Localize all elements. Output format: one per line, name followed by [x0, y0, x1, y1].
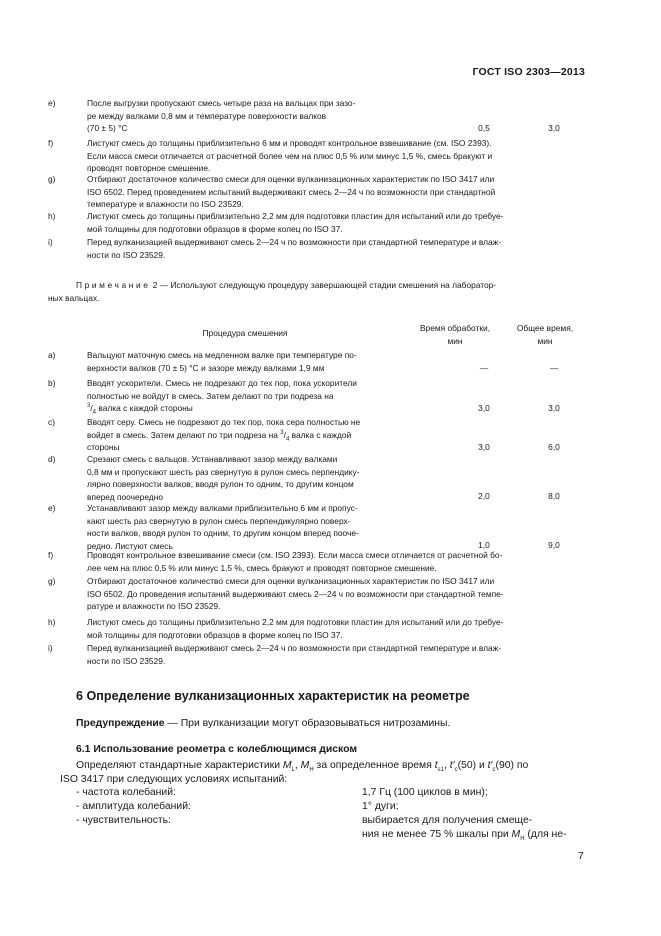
intro-line: Определяют стандартные характеристики $M_L$, $M_H$ за определенное время $t_{s1}$, $t'_c(50)$ и $t'_c(90)$ по [76, 760, 529, 774]
condition-value-continued [362, 828, 567, 842]
text-line: Вальцуют маточную смесь на медленном валке при температуре по- [87, 350, 357, 360]
total-value: 3,0 [548, 123, 560, 133]
item-letter: c) [48, 417, 55, 427]
intro-paragraph [60, 759, 584, 786]
symbol: t′ [449, 760, 455, 771]
text-line: Перед вулканизацией выдерживают смесь 2—24 ч по возможности при стандартной температуре и влаж- [87, 643, 502, 653]
total-value: 9,0 [548, 540, 560, 550]
text-fragment: войдет в смесь. Затем делают по три подреза на [87, 429, 278, 440]
text-fragment: (50) и [457, 760, 488, 771]
symbol-subscript: c [454, 767, 458, 774]
text-fragment: валка с каждой [291, 429, 352, 440]
intro-line: ISO 3417 при следующих условиях испытаний: [60, 773, 288, 785]
symbol-subscript: c [492, 767, 496, 774]
symbol: t [434, 760, 438, 771]
item-text [87, 549, 585, 574]
document-id: ГОСТ ISO 2303—2013 [472, 66, 585, 78]
fraction: $^3/_4$ [280, 429, 290, 443]
condition-label: - частота колебаний: [76, 787, 176, 798]
text-line: лее чем на плюс 0,5 % или минус 1,5 %, смесь бракуют и проводят повторное смешение. [87, 562, 437, 573]
warning-paragraph [76, 717, 450, 731]
total-value: 8,0 [548, 491, 560, 501]
text-line: лярно поверхности валков, вводя рулон то одним, то другим концом [87, 479, 354, 490]
page-number: 7 [578, 851, 584, 862]
list-item [40, 97, 585, 135]
column-time-unit: мин [447, 335, 463, 346]
item-text [87, 416, 427, 454]
text-line: ности по ISO 23529. [87, 655, 166, 666]
warning-text: — При вулканизации могут образовываться нитрозамины. [164, 718, 451, 729]
text-line: ности по ISO 23529. [87, 249, 166, 260]
column-total [502, 322, 588, 347]
item-letter: g) [48, 576, 56, 586]
text-line: полностью не войдут в смесь. Затем делают по три подреза на [87, 390, 334, 401]
time-value: 0,5 [478, 123, 490, 133]
note-label: Примечание [76, 280, 151, 290]
text-line: ности валков, вводя рулон то одним, то другим концом вперед пооче- [87, 528, 359, 539]
warning-label: Предупреждение [76, 718, 165, 729]
text-line: мой толщины для подготовки образцов в форме колец по ISO 37. [87, 629, 343, 640]
item-text [87, 236, 585, 261]
text-line: Если масса смеси отличается от расчетной более чем на плюс 0,5 % или минус 1,5 %, смесь бракуют и [87, 150, 493, 161]
symbol-subscript: s1 [437, 767, 444, 774]
item-text [87, 642, 585, 667]
text-line: проводят повторное смешение. [87, 163, 211, 174]
symbol: M [511, 829, 521, 840]
item-letter: f) [48, 550, 54, 560]
condition-value: выбирается для получения смеще- [362, 815, 533, 826]
item-letter: d) [48, 454, 56, 464]
text-line: мой толщины для подготовки образцов в форме колец по ISO 37. [87, 223, 343, 234]
section-title: 6 Определение вулканизационных характеристик на реометре [76, 689, 470, 703]
item-text [87, 453, 427, 503]
text-line: стороны [87, 442, 120, 453]
item-letter: i) [48, 643, 53, 653]
column-total-unit: мин [537, 335, 553, 346]
text-line: После выгрузки пропускают смесь четыре раза на вальцах при зазо- [87, 98, 356, 108]
text-line [87, 429, 427, 442]
text-line [87, 402, 427, 415]
condition-value: 1° дуги; [362, 801, 399, 812]
item-text [87, 137, 585, 175]
fraction: $^3/_4$ [87, 403, 97, 416]
column-total-line: Общее время, [516, 323, 574, 333]
text-line: ре между валками 0,8 мм и температуре поверхности валков [87, 110, 327, 121]
text-fragment: валка с каждой стороны [98, 403, 193, 414]
text-line: ISO 6502. Перед проведением испытаний выдерживают смесь 2—24 ч по возможности при стандартной [87, 186, 496, 197]
text-fragment: за определенное время [313, 760, 435, 771]
total-value: 3,0 [548, 403, 560, 413]
item-letter: e) [48, 98, 56, 108]
text-line: Устанавливают зазор между валками приблизительно 6 мм и пропус- [87, 503, 358, 513]
subsection-title: 6.1 Использование реометра с колеблющимся диском [76, 744, 358, 755]
text-line: 0,8 мм и пропускают шесть раз свернутую в рулон смесь перпендику- [87, 466, 360, 477]
item-letter: h) [48, 211, 56, 221]
text-line: Проводят контрольное взвешивание смеси (см. ISO 2393). Если масса смеси отличается от расчетной бо- [87, 550, 503, 560]
total-value: — [549, 363, 559, 373]
item-text [87, 377, 427, 415]
symbol: M [300, 760, 310, 771]
item-text [87, 502, 427, 552]
text-line: (70 ± 5) °C [87, 123, 128, 134]
item-text [87, 616, 585, 641]
time-value: — [479, 363, 489, 373]
item-letter: a) [48, 350, 56, 360]
item-letter: e) [48, 503, 56, 513]
symbol: t′ [487, 760, 493, 771]
item-text [87, 173, 585, 211]
symbol-subscript: H [520, 836, 525, 843]
text-fragment: (для не- [524, 829, 567, 840]
symbol: M [282, 760, 292, 771]
text-line: ISO 6502. До проведения испытаний выдерживают смесь 2—24 ч по возможности при стандартной темпе- [87, 588, 504, 599]
item-letter: h) [48, 617, 56, 627]
item-text [87, 349, 427, 374]
time-value: 3,0 [478, 442, 490, 452]
item-letter: f) [48, 138, 54, 148]
text-line: ратуре и влажности по ISO 23529. [87, 601, 221, 612]
text-line: Листуют смесь до толщины приблизительно 2,2 мм для подготовки пластин для испытаний или до требуе- [87, 211, 504, 221]
column-time [415, 322, 495, 347]
item-text [87, 97, 427, 135]
time-value: 1,0 [478, 540, 490, 550]
text-line: редно. Листуют смесь [87, 540, 173, 551]
item-letter: i) [48, 237, 53, 247]
item-letter: b) [48, 378, 56, 388]
item-text [87, 575, 585, 613]
time-value: 2,0 [478, 491, 490, 501]
total-value: 6,0 [548, 442, 560, 452]
text-line: Листуют смесь до толщины приблизительно 2,2 мм для подготовки пластин для испытаний или до требуе- [87, 617, 504, 627]
symbol-subscript: L [291, 767, 295, 774]
time-value: 3,0 [478, 403, 490, 413]
text-line: Срезают смесь с вальцов. Устанавливают зазор между валками [87, 454, 338, 464]
text-line: кают шесть раз свернутую в рулон смесь перпендикулярно поверх- [87, 515, 351, 526]
item-letter: g) [48, 174, 56, 184]
text-fragment: Определяют стандартные характеристики [76, 760, 283, 771]
note-text: 2 — Используют следующую процедуру завершающей стадии смешения на лаборатор- [150, 280, 497, 290]
column-time-line: Время обработки, [419, 323, 491, 333]
text-line: верхности валков (70 ± 5) °C и зазоре между валками 1,9 мм [87, 362, 325, 373]
condition-label: - амплитуда колебаний: [76, 801, 191, 812]
note-paragraph [48, 279, 584, 304]
text-fragment: ния не менее 75 % шкалы при [362, 829, 512, 840]
symbol-subscript: H [309, 767, 314, 774]
text-line: Перед вулканизацией выдерживают смесь 2—24 ч по возможности при стандартной температуре и влаж- [87, 237, 502, 247]
text-line: Листуют смесь до толщины приблизительно 6 мм и проводят контрольное взвешивание (см. ISO 2393). [87, 138, 492, 148]
condition-value: 1,7 Гц (100 циклов в мин); [362, 787, 488, 798]
text-line: Вводят серу. Смесь не подрезают до тех пор, пока сера полностью не [87, 417, 361, 427]
text-line: Вводят ускорители. Смесь не подрезают до тех пор, пока ускорители [87, 378, 357, 388]
condition-label: - чувствительность: [76, 815, 171, 826]
item-text [87, 210, 585, 235]
note-text-continued: ных вальцах. [48, 292, 100, 303]
text-line: Отбирают достаточное количество смеси для оценки вулканизационных характеристик по ISO 3417 или [87, 174, 495, 184]
text-fragment: (90) по [495, 760, 529, 771]
text-line: Отбирают достаточное количество смеси для оценки вулканизационных характеристик по ISO 3417 или [87, 576, 495, 586]
column-procedure: Процедура смешения [202, 328, 288, 338]
text-line: вперед поочередно [87, 491, 163, 502]
text-line: температуре и влажности по ISO 23529. [87, 199, 244, 210]
